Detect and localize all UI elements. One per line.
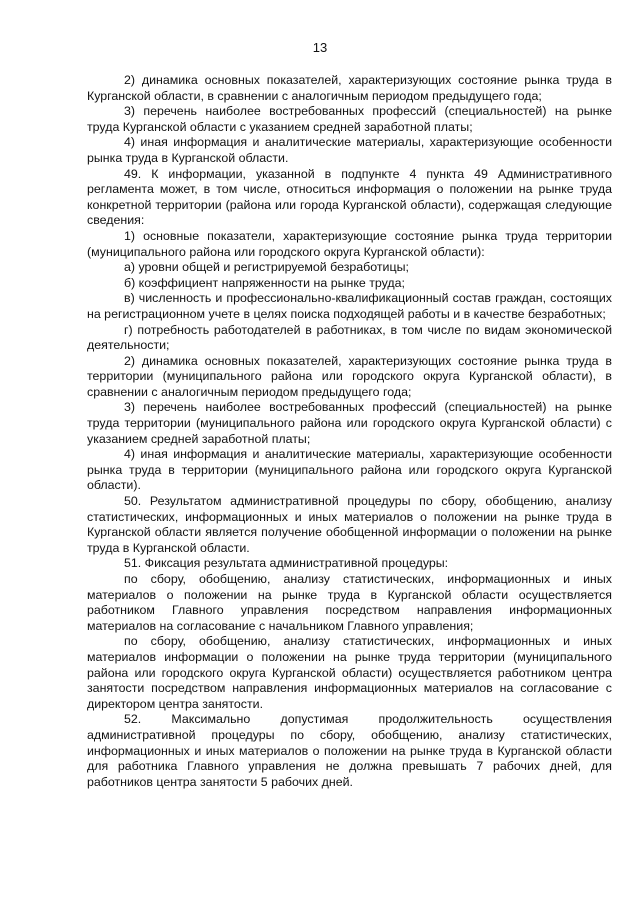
paragraph: 2) динамика основных показателей, характеризующих состояние рынка труда в территории (муниципального района или городского округа Курганской области), в сравнении с аналогичным периодом предыдущего года;: [87, 353, 612, 399]
paragraph: 51. Фиксация результата административной процедуры:: [124, 556, 449, 571]
paragraph: 4) иная информация и аналитические материалы, характеризующие особенности рынка труда в территории (муниципального района или городского округа Курганской области).: [87, 447, 612, 493]
page-number: 13: [312, 40, 328, 55]
paragraph: по сбору, обобщению, анализу статистических, информационных и иных материалов информации о положении на рынке труда территории (муниципального района или городского округа Курганской области) осуществляется работником центра занятости посредством направления информационных материалов на согласование с директором центра занятости.: [87, 634, 612, 711]
paragraph: б) коэффициент напряженности на рынке труда;: [124, 275, 405, 290]
paragraph: г) потребность работодателей в работниках, в том числе по видам экономической деятельности;: [87, 322, 612, 353]
paragraph: 3) перечень наиболее востребованных профессий (специальностей) на рынке труда территории (муниципального района или городского округа Курганской области) с указанием средней заработной платы;: [87, 400, 612, 446]
paragraph: 2) динамика основных показателей, характеризующих состояние рынка труда в Курганской области, в сравнении с аналогичным периодом предыдущего года;: [87, 73, 612, 103]
paragraph: 3) перечень наиболее востребованных профессий (специальностей) на рынке труда Курганской области с указанием средней заработной платы;: [87, 104, 612, 134]
paragraph: в) численность и профессионально-квалификационный состав граждан, состоящих на регистрационном учете в целях поиска подходящей работы и в качестве безработных;: [87, 291, 612, 321]
paragraph: по сбору, обобщению, анализу статистических, информационных и иных материалов о положении на рынке труда в Курганской области осуществляется работником Главного управления посредством направления информационных материалов на согласование с начальником Главного управления;: [87, 572, 612, 633]
paragraph: 49. К информации, указанной в подпункте 4 пункта 49 Административного регламента может, в том числе, относиться информация о положении на рынке труда конкретной территории (района или города Курганской области), содержащая следующие сведения:: [87, 166, 612, 228]
paragraph: 4) иная информация и аналитические материалы, характеризующие особенности рынка труда в Курганской области.: [87, 135, 612, 165]
paragraph: а) уровни общей и регистрируемой безработицы;: [124, 260, 409, 275]
paragraph: 52. Максимально допустимая продолжительность осуществления административной процедуры по сбору, обобщению, анализу статистических, информационных и иных материалов о положении на рынке труда в Курганской области для работника Главного управления не должна превышать 7 рабочих дней, для работников центра занятости 5 рабочих дней.: [87, 712, 612, 789]
paragraph: 50. Результатом административной процедуры по сбору, обобщению, анализу статистических, информационных и иных материалов о положении на рынке труда в Курганской области является получение обобщенной информации о положении на рынке труда в Курганской области.: [87, 494, 612, 555]
paragraph: 1) основные показатели, характеризующие состояние рынка труда территории (муниципального района или городского округа Курганской области):: [87, 228, 612, 259]
document-body: [87, 73, 612, 790]
